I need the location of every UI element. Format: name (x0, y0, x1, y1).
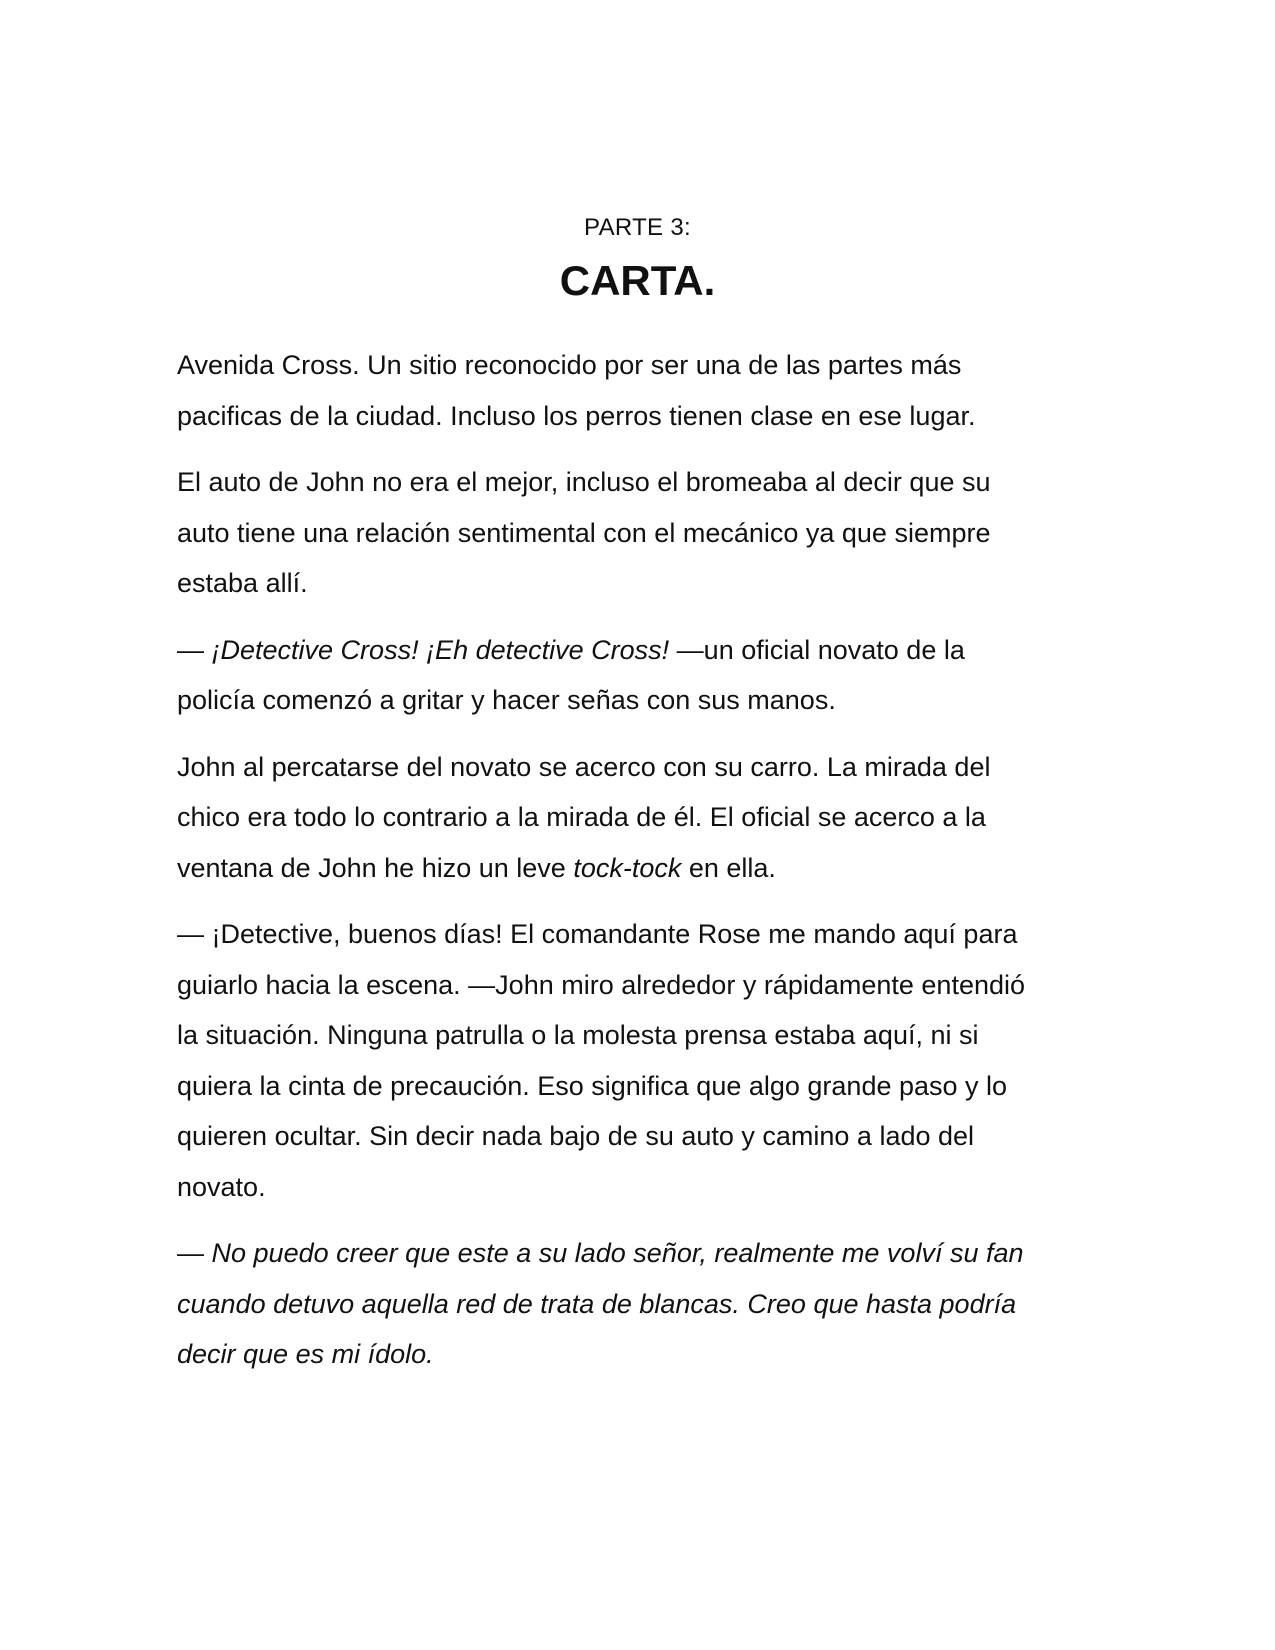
text-line (177, 843, 1107, 894)
text-line (177, 1329, 1107, 1380)
text-run: quiera la cinta de precaución. Eso significa que algo grande paso y lo (177, 1070, 1008, 1101)
text-line (177, 1010, 1107, 1061)
italic-text-run: ¡Detective Cross! ¡Eh detective Cross! (211, 634, 670, 665)
text-run: novato. (177, 1171, 266, 1202)
paragraph (177, 909, 1107, 1212)
text-run: pacificas de la ciudad. Incluso los perros tienen clase en ese lugar. (177, 400, 976, 431)
paragraph (177, 1228, 1107, 1380)
text-line (177, 1111, 1107, 1162)
text-run: chico era todo lo contrario a la mirada de él. El oficial se acerco a la (177, 802, 986, 832)
italic-text-run: No puedo creer que este a su lado señor, realmente me volví su fan (211, 1238, 1024, 1268)
text-run: en ella. (681, 852, 776, 883)
text-line (177, 675, 1107, 726)
body-text (177, 340, 1107, 1396)
text-line (177, 508, 1107, 559)
text-run: El auto de John no era el mejor, incluso el bromeaba al decir que su (177, 467, 991, 497)
text-line (177, 391, 1107, 442)
text-run: guiarlo hacia la escena. —John miro alrededor y rápidamente entendió (177, 969, 1026, 1000)
text-line (177, 1162, 1107, 1213)
italic-text-run: tock-tock (573, 852, 682, 883)
text-line (177, 1061, 1107, 1112)
text-run: estaba allí. (177, 568, 308, 598)
text-run: auto tiene una relación sentimental con el mecánico ya que siempre (177, 517, 991, 548)
text-line (177, 1228, 1107, 1279)
text-line (177, 1279, 1107, 1330)
text-line (177, 340, 1107, 391)
text-run: policía comenzó a gritar y hacer señas con sus manos. (177, 685, 836, 715)
text-line (177, 792, 1107, 843)
paragraph (177, 742, 1107, 894)
italic-text-run: cuando detuvo aquella red de trata de blancas. Creo que hasta podría (177, 1288, 1017, 1319)
text-line (177, 625, 1107, 676)
text-run: — (177, 1238, 212, 1268)
paragraph (177, 625, 1107, 726)
chapter-title: CARTA. (559, 257, 716, 304)
paragraph (177, 340, 1107, 441)
text-run: Avenida Cross. Un sitio reconocido por ser una de las partes más (177, 350, 962, 380)
italic-text-run: decir que es mi ídolo. (177, 1339, 434, 1369)
text-run: la situación. Ninguna patrulla o la molesta prensa estaba aquí, ni si (177, 1020, 979, 1050)
text-run: quieren ocultar. Sin decir nada bajo de su auto y camino a lado del (177, 1121, 975, 1151)
text-run: John al percatarse del novato se acerco con su carro. La mirada del (177, 751, 991, 782)
part-label: PARTE 3: (584, 214, 691, 241)
text-run: — (177, 634, 212, 665)
text-line (177, 457, 1107, 508)
text-line (177, 558, 1107, 609)
text-run: ventana de John he hizo un leve (177, 852, 574, 883)
paragraph (177, 457, 1107, 609)
text-run: — ¡Detective, buenos días! El comandante Rose me mando aquí para (177, 919, 1018, 949)
text-line (177, 960, 1107, 1011)
text-line (177, 909, 1107, 960)
text-line (177, 742, 1107, 793)
text-run: —un oficial novato de la (669, 634, 965, 665)
